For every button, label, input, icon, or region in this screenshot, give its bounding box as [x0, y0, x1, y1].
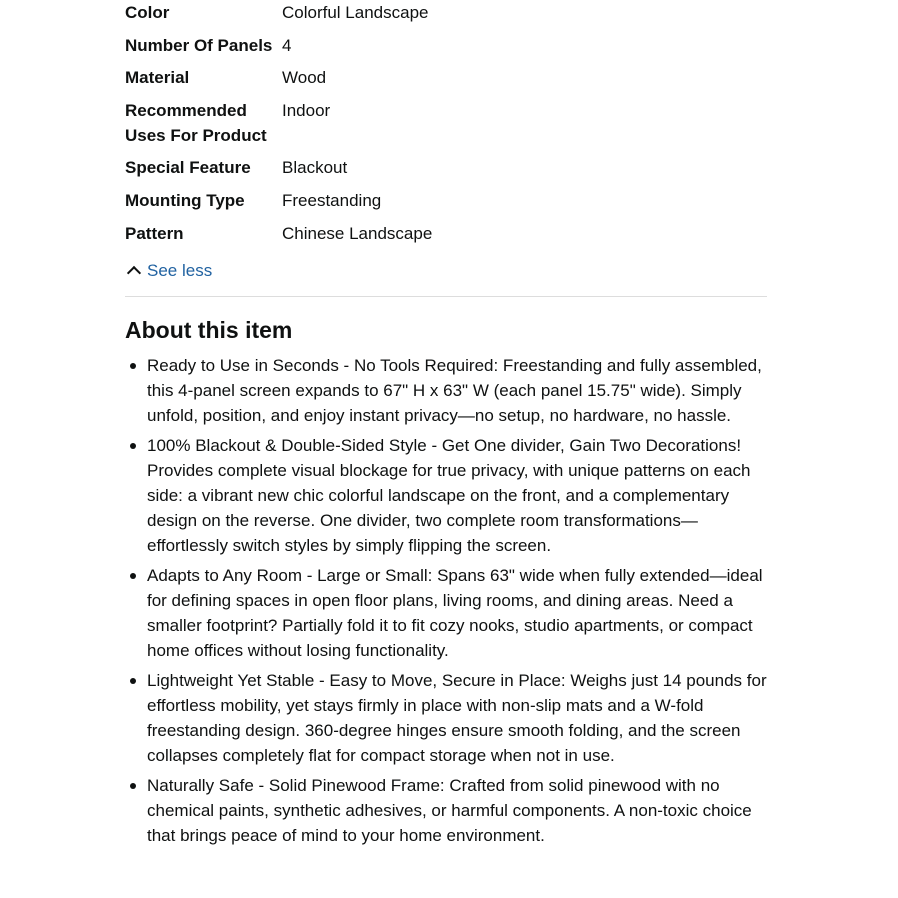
spec-value: Indoor: [282, 100, 331, 120]
about-bullet-text: Adapts to Any Room - Large or Small: Spans 63" wide when fully extended—ideal for defining spaces in open floor plans, living rooms, and dining areas. Need a smaller footprint? Partially fold it to fit cozy nooks, studio apartments, or compact home offices without losing functionality.: [147, 566, 763, 661]
bullet-dot-icon: [130, 363, 136, 369]
see-less-label: See less: [147, 260, 213, 280]
spec-value: Colorful Landscape: [282, 3, 429, 22]
about-bullet-list: [125, 353, 767, 848]
bullet-dot-icon: [130, 573, 136, 579]
spec-value: 4: [282, 35, 292, 55]
about-bullet-text: Lightweight Yet Stable - Easy to Move, Secure in Place: Weighs just 14 pounds for effortless mobility, yet stays firmly in place with non-slip mats and a W-fold freestanding design. 360-degree hinges ensure smooth folding, and the screen collapses completely flat for compact storage when not in use.: [147, 671, 767, 766]
spec-label: Color: [125, 3, 170, 22]
spec-row-material: [125, 58, 582, 91]
bullet-dot-icon: [130, 443, 136, 449]
spec-row-pattern: [125, 213, 582, 246]
spec-label: Special Feature: [125, 158, 251, 178]
spec-row-mounting-type: [125, 180, 582, 213]
product-specs-table: [125, 0, 582, 246]
spec-label: Mounting Type: [125, 190, 245, 210]
spec-value: Chinese Landscape: [282, 223, 433, 243]
spec-value: Freestanding: [282, 190, 382, 210]
about-bullet-text: 100% Blackout & Double-Sided Style - Get One divider, Gain Two Decorations! Provides complete visual blockage for true privacy, with unique patterns on each side: a vibrant new chic colorful landscape on the front, and a complementary design on the reverse. One divider, two complete room transformations—effortlessly switch styles by simply flipping the screen.: [147, 436, 751, 556]
spec-row-number-of-panels: [125, 25, 582, 58]
about-bullet-item: [125, 353, 767, 428]
spec-value: Wood: [282, 68, 327, 88]
bullet-dot-icon: [130, 783, 136, 789]
spec-value: Blackout: [282, 158, 348, 178]
about-bullet-item: [125, 773, 767, 848]
spec-row-recommended-uses: [125, 90, 582, 148]
spec-row-color: [125, 0, 582, 25]
spec-label: Recommended Uses For Product: [125, 100, 267, 145]
spec-label: Number Of Panels: [125, 35, 273, 55]
about-bullet-item: [125, 668, 767, 768]
about-bullet-item: [125, 433, 767, 558]
bullet-dot-icon: [130, 678, 136, 684]
chevron-up-icon: [127, 266, 141, 280]
about-bullet-text: Naturally Safe - Solid Pinewood Frame: Crafted from solid pinewood with no chemical paints, synthetic adhesives, or harmful components. A non-toxic choice that brings peace of mind to your home environment.: [147, 776, 752, 846]
section-divider: [125, 296, 767, 297]
spec-label: Pattern: [125, 223, 184, 243]
about-this-item-heading: About this item: [125, 317, 293, 344]
about-bullet-text: Ready to Use in Seconds - No Tools Required: Freestanding and fully assembled, this 4-panel screen expands to 67" H x 63" W (each panel 15.75" wide). Simply unfold, position, and enjoy instant privacy—no setup, no hardware, no hassle.: [147, 356, 762, 426]
spec-row-special-feature: [125, 148, 582, 181]
product-details-section: [125, 0, 767, 848]
about-bullet-item: [125, 563, 767, 663]
spec-label: Material: [125, 68, 190, 88]
see-less-link[interactable]: [125, 258, 212, 283]
